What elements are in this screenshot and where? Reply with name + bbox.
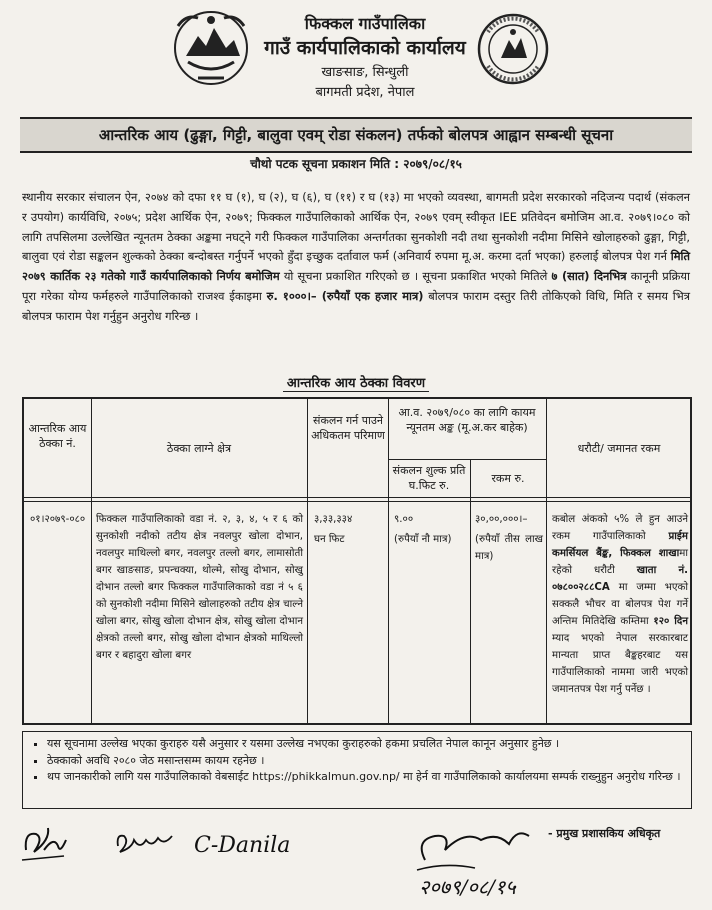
deposit-bank: प्राईम कमर्सियल बैंङ्क, फिक्कल शाखा <box>552 531 688 559</box>
note-item: ▪ यस सूचनामा उल्लेख भएका कुराहरु यसै अनुसार र यसमा उल्लेख नभएका कुराहरुको हकमा प्रचलित नेपाल कानून अनुसार हुनेछ । <box>47 736 683 753</box>
contract-table <box>22 397 692 725</box>
deposit-text: म्याद भएको नेपाल सरकारबाट मान्यता प्राप्त बैङ्कहरबाट यस गाउँपालिकाको नाममा जारी भएको जमानतपत्र पेश गर्नु पर्नेछ । <box>552 633 688 695</box>
table-title <box>0 373 712 391</box>
header-province: बागमती प्रदेश, नेपाल <box>315 85 415 100</box>
body-decision-date: मिति २०७९ कार्तिक २३ गतेको गाउँ कार्यपालिकाको निर्णय बमोजिम <box>22 249 690 284</box>
header-amount: रकम रु. <box>491 472 525 485</box>
header-municipality: फिक्कल गाउँपालिका <box>304 14 426 33</box>
header-location: खाङसाङ, सिन्धुली <box>321 65 409 80</box>
notice-body <box>22 188 690 327</box>
header-min-amount-group: आ.व. २०७९/०८० का लागि कायम न्यूनतम अङ्क (मू.अ.कर बाहेक) <box>398 406 536 434</box>
row-deposit <box>552 511 688 698</box>
row-fee-words: (रुपैयाँ नौ मात्र) <box>394 534 452 545</box>
officer-title: - प्रमुख प्रशासकिय अधिकृत <box>548 827 661 840</box>
row-max-quantity: ३,३३,३३४ <box>314 514 353 525</box>
body-text: यो सूचना प्रकाशित गरिएको छ । सूचना प्रकाशित भएको मितिले <box>279 269 552 284</box>
deposit-text: मा जम्मा भएको सक्कलै भौचर वा बोलपत्र पेश गर्ने अन्तिम मितिदेखि कम्तिमा <box>552 582 688 627</box>
header-office: गाउँ कार्यपालिकाको कार्यालय <box>264 37 466 59</box>
body-deadline: ७ (सात) दिनभित्र <box>551 269 627 284</box>
row-fee: ९.०० <box>394 514 414 525</box>
header-area: ठेक्का लाग्ने क्षेत्र <box>166 442 232 455</box>
deposit-text: कबोल अंकको ५% ले हुन आउने रकम गाउँपालिकाको <box>552 514 688 542</box>
municipal-seal-icon <box>474 10 552 88</box>
body-text: बोलपत्र फाराम दस्तुर तिरी तोकिएको विधि, मिति र समय भित्र बोलपत्र फाराम पेश गर्नुहुन अनुरोध गरिन्छ । <box>22 288 690 323</box>
notice-title: आन्तरिक आय (ढुङ्गा, गिट्टी, बालुवा एवम् रोडा संकलन) तर्फको बोलपत्र आह्वान सम्बन्धी सूचना <box>20 117 692 153</box>
signature-2-icon <box>110 826 180 862</box>
row-quantity-unit: घन फिट <box>314 534 345 545</box>
signature-4-icon <box>405 810 545 906</box>
header-fee-per-cft: संकलन शुल्क प्रति घ.फिट रु. <box>392 464 466 492</box>
deposit-days: १२० दिन <box>653 616 688 627</box>
row-amount-words: (रुपैयाँ तीस लाख मात्र) <box>475 534 543 562</box>
deposit-account: खाता नं. ०७८००२८८CA <box>552 565 688 593</box>
signature-date-text: २०७९/०८/१५ <box>419 875 516 899</box>
notes-box <box>22 731 692 809</box>
row-amount: ३०,००,०००।– <box>475 514 528 525</box>
publication-date: चौथो पटक सूचना प्रकाशन मिति : २०७९/०८/१५ <box>250 157 462 171</box>
signature-3-icon <box>190 824 320 864</box>
row-contract-no: ०१।२०७९-०८० <box>30 514 86 525</box>
header-contract-no: आन्तरिक आय ठेक्का नं. <box>28 422 87 450</box>
deposit-text: मा रहेको धरौटी <box>552 548 688 576</box>
note-item: ▪ थप जानकारीको लागि यस गाउँपालिकाको वेबसाईट https://phikkalmun.gov.np/ मा हेर्न वा गाउँपालिकाको कार्यालयमा सम्पर्क राख्नुहुन अनुरोध गरिन्छ । <box>47 769 683 786</box>
table-title-text: आन्तरिक आय ठेक्का विवरण <box>283 376 429 392</box>
note-item: ▪ ठेक्काको अवधि २०८० जेठ मसान्तसम्म कायम रहनेछ । <box>47 753 683 770</box>
signature-1-icon <box>20 820 70 866</box>
header-max-quantity: संकलन गर्न पाउने अधिकतम परिमाण <box>311 414 385 442</box>
body-fee: रु. १०००।– (रुपैयाँ एक हजार मात्र) <box>266 288 424 303</box>
body-text: स्थानीय सरकार संचालन ऐन, २०७४ को दफा ११ घ (१), घ (२), घ (६), घ (११) र घ (१३) मा भएको व्यवस्था, बागमती प्रदेश सरकारको नदिजन्य पदार्थ (संकलन र उपयोग) कार्यविधि, २०७५; प्रदेश आर्थिक ऐन, २०७९; फिक्कल गाउँपालिकाको आर्थिक ऐन, २०७९ एवम् स्वीकृत IEE प्रतिवेदन बमोजिम आ.व. २०७९।०८० को लागि तपसिलमा उल्लेखित न्यूनतम ठेक्का अङ्कमा नघट्ने गरी फिक्कल गाउँपालिका अन्तर्गतका सुनकोशी नदी तथा सुनकोशी नदीमा मिसिने खोलाहरुको ढुङ्गा, गिट्टी, बालुवा एवं रोडा सङ्कलन शुल्कको ठेक्का बन्दोबस्त गर्नुपर्ने भएको हुँदा इच्छुक दर्तावाल फर्म (अनिवार्य रुपमा मू.अ. करमा दर्ता भएका) हरुलाई बोलपत्र पेश गर्न <box>22 190 690 264</box>
body-text: कानूनी प्रक्रिया पूरा गरेका योग्य फर्महरुले गाउँपालिकाको राजश्व ईकाइमा <box>22 269 690 303</box>
row-area: फिक्कल गाउँपालिकाको वडा नं. २, ३, ४, ५ र ६ को सुनकोशी नदीको तटीय क्षेत्र नवलपुर खोला दोभान, नवलपुर माथिल्लो बगर, नवलपुर तल्लो बगर, लामासोती बगर खाङसाङ, प्रपन्चक्या, थोल्मे, सोखु दोभान, सोखु दोभान तल्लो बगर फिक्कल गाउँपालिकाको वडा नं ५ ६ को सुनकोशी नदीमा मिसिने खोलाहरुको तटीय क्षेत्र चाल्ने खोला बगर, सोखु खोला दोभान क्षेत्र, सोखु खोला दोभान क्षेत्रको तल्लो बगर, सोखु खोला दोभान क्षेत्रको माथिल्लो बगर र बहादुरा खोला बगर <box>96 514 303 661</box>
header-deposit: धरौटी/ जमानत रकम <box>577 442 661 455</box>
signature-3-text: C-Danila <box>194 833 291 858</box>
